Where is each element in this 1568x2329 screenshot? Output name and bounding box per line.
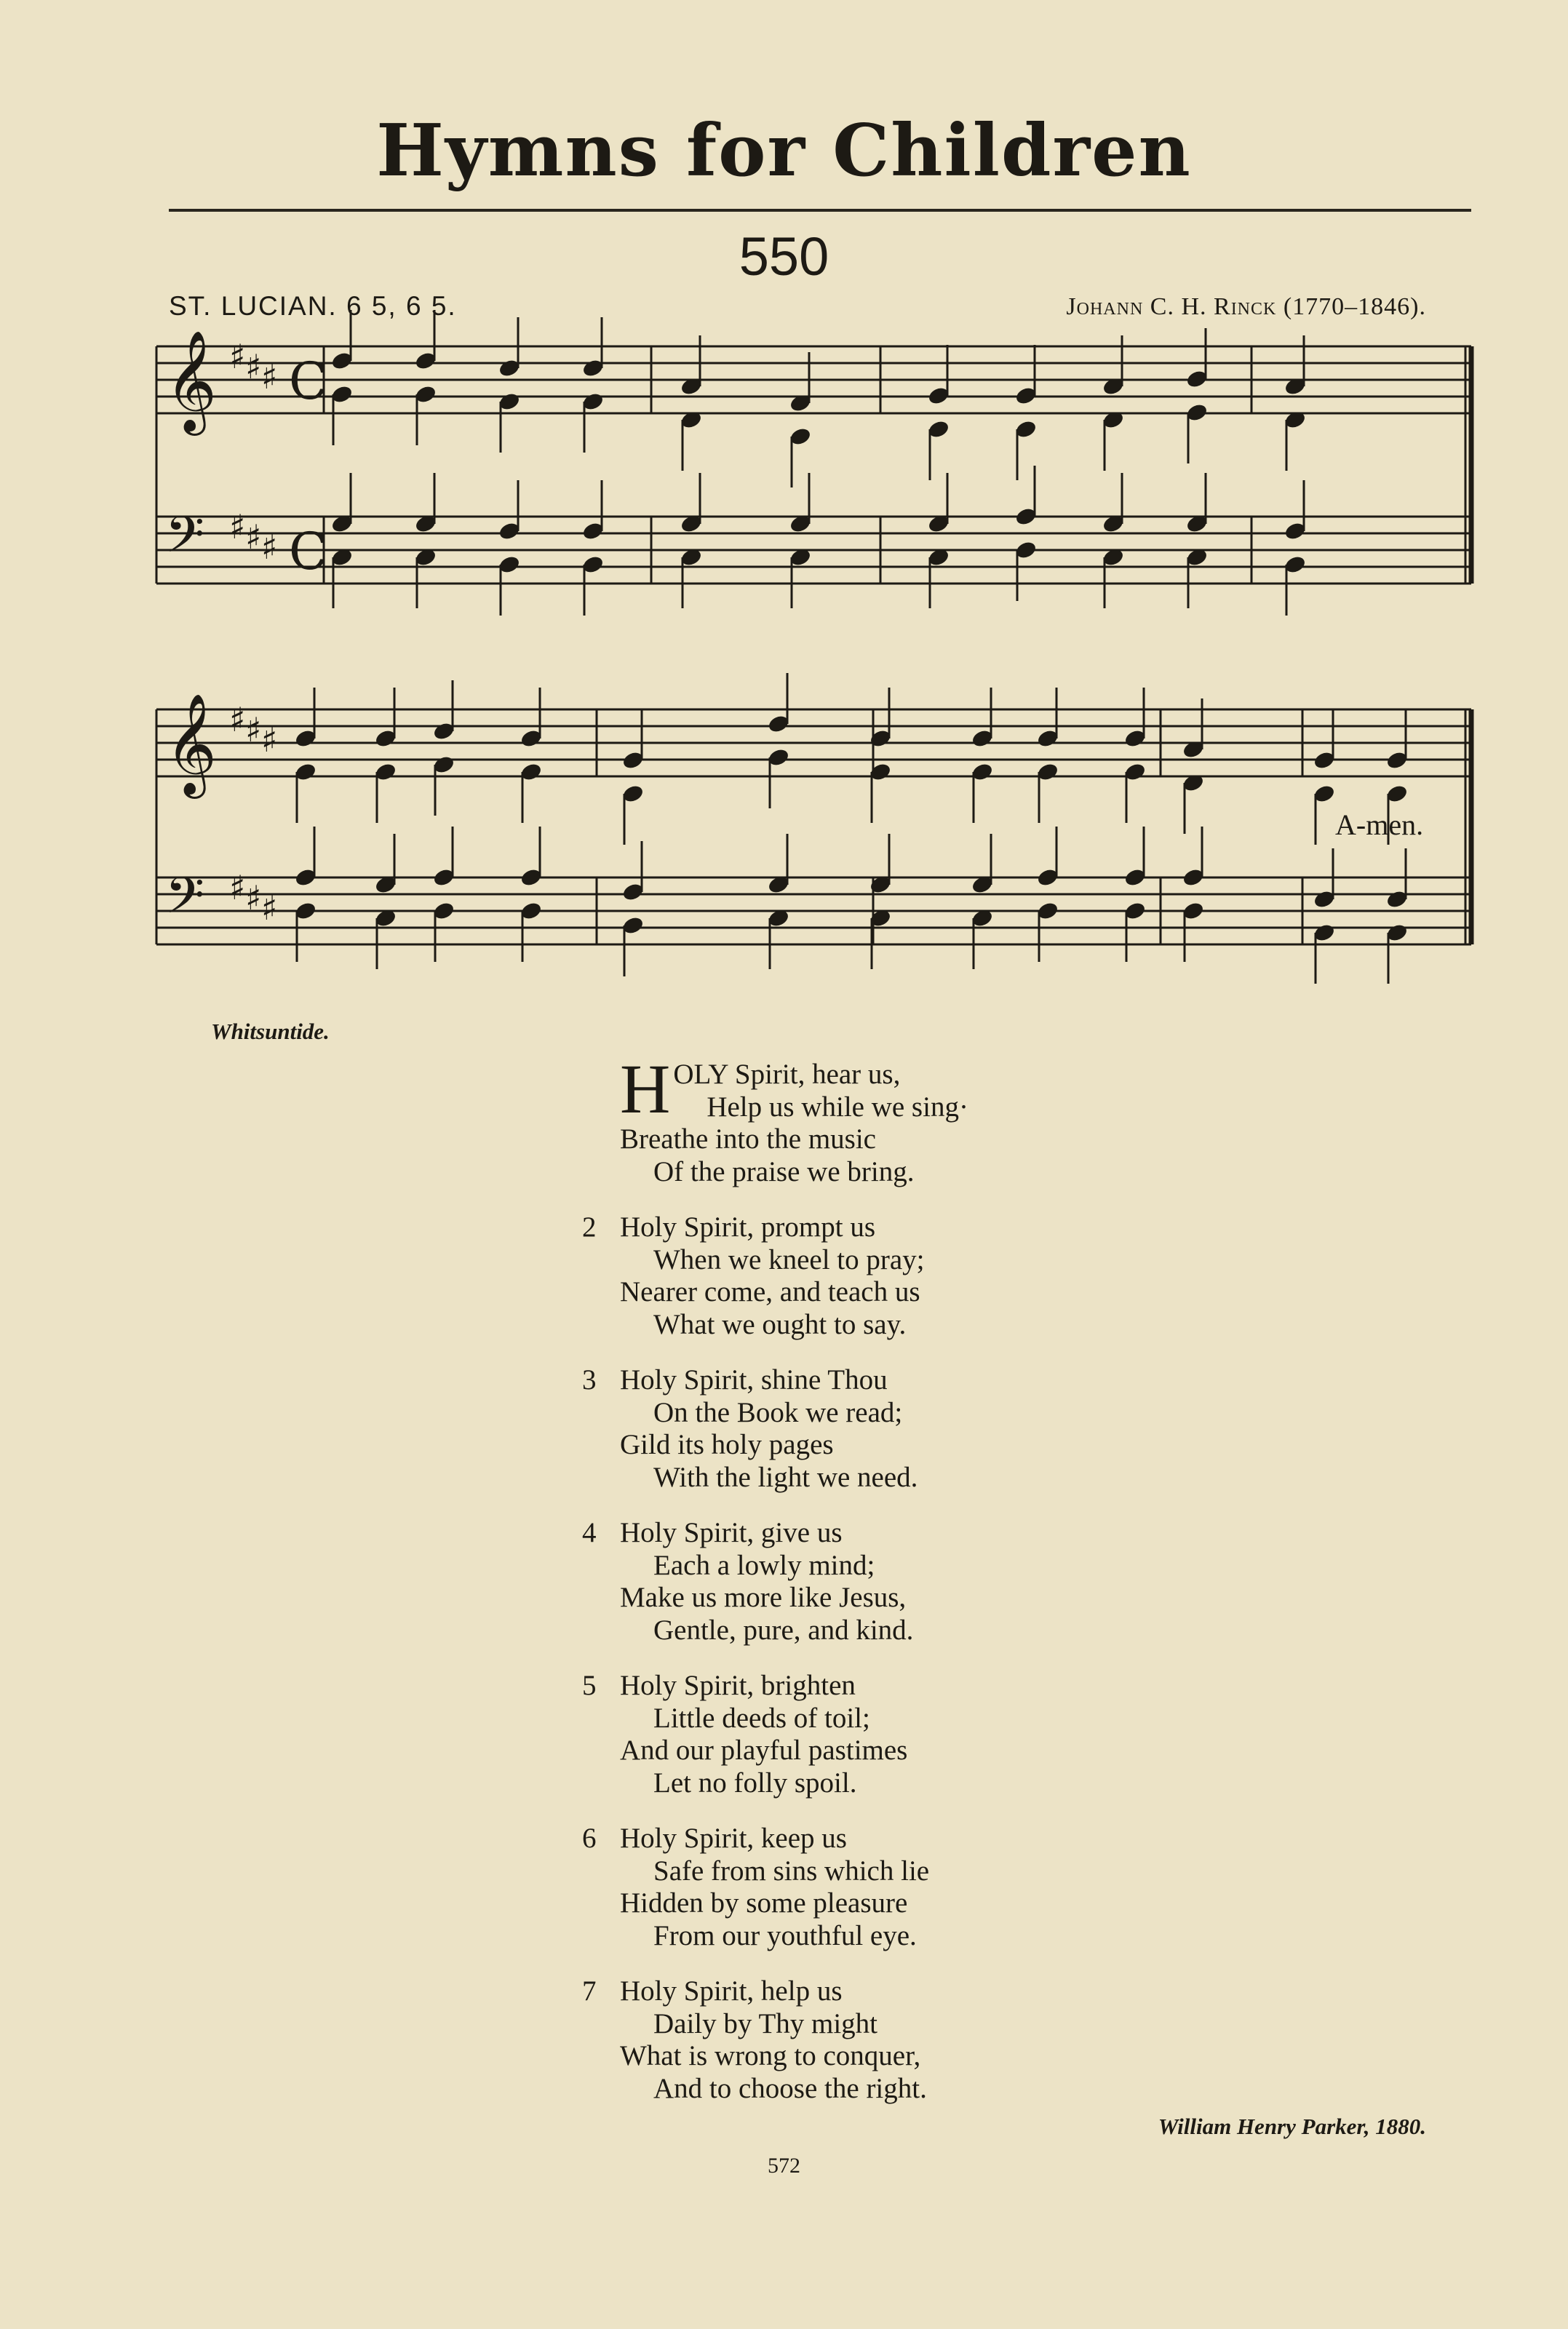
verse-number: 6 xyxy=(582,1823,597,1854)
verse-line: What is wrong to conquer, xyxy=(620,2040,921,2071)
verse-line: Hidden by some pleasure xyxy=(620,1887,908,1919)
key-sharp-icon: ♯ xyxy=(245,517,262,557)
verse-line: Each a lowly mind; xyxy=(653,1549,875,1581)
clef-icon: 𝄢 xyxy=(165,866,205,937)
text-author-credit: William Henry Parker, 1880. xyxy=(1158,2114,1426,2139)
verse-line: Gild its holy pages xyxy=(620,1429,834,1460)
verse-5 xyxy=(568,1670,968,1799)
verse-line: Holy Spirit, brighten xyxy=(620,1670,856,1701)
verse-number: 3 xyxy=(582,1364,597,1396)
verse-line: Breathe into the music xyxy=(620,1123,876,1155)
hymn-number: 550 xyxy=(739,226,829,287)
verse-number: 4 xyxy=(582,1517,597,1548)
verse-line: Nearer come, and teach us xyxy=(620,1276,920,1307)
verse-line: Holy Spirit, shine Thou xyxy=(620,1364,888,1396)
verse-line: What we ought to say. xyxy=(653,1308,907,1340)
music-score xyxy=(0,0,1568,1004)
key-sharp-icon: ♯ xyxy=(245,347,262,386)
page-header-title: Hymns for Children xyxy=(376,109,1192,193)
verse-number: 2 xyxy=(582,1211,597,1243)
verse-4 xyxy=(568,1517,968,1647)
key-sharp-icon: ♯ xyxy=(229,337,246,376)
verse-line: OLY Spirit, hear us, xyxy=(673,1059,901,1090)
composer-credit: Johann C. H. Rinck (1770–1846). xyxy=(1066,293,1426,320)
verse-line: Let no folly spoil. xyxy=(653,1767,857,1799)
verse-2 xyxy=(568,1211,968,1341)
verse-line: When we kneel to pray; xyxy=(653,1243,925,1275)
verse-line: On the Book we read; xyxy=(653,1396,903,1428)
key-sharp-icon: ♯ xyxy=(261,888,278,928)
occasion-label: Whitsuntide. xyxy=(211,1019,330,1044)
verse-number: 7 xyxy=(582,1975,597,2007)
clef-icon: 𝄢 xyxy=(165,505,205,576)
key-sharp-icon: ♯ xyxy=(261,527,278,567)
verse-line: Gentle, pure, and kind. xyxy=(653,1614,914,1646)
amen-label: A-men. xyxy=(1335,808,1424,841)
hymn-verses xyxy=(568,1050,968,2128)
clef-icon: 𝄞 xyxy=(165,330,217,431)
clef-icon: 𝄞 xyxy=(165,693,217,795)
key-sharp-icon: ♯ xyxy=(245,878,262,917)
verse-line: Of the praise we bring. xyxy=(653,1155,915,1187)
verse-line: Holy Spirit, give us xyxy=(620,1517,843,1548)
verse-7 xyxy=(568,1975,968,2105)
verse-3 xyxy=(568,1364,968,1494)
verse-1 xyxy=(568,1050,968,1188)
key-sharp-icon: ♯ xyxy=(245,710,262,749)
key-sharp-icon: ♯ xyxy=(261,720,278,760)
tune-name-meter: ST. LUCIAN. 6 5, 6 5. xyxy=(169,291,457,321)
verse-line: Daily by Thy might xyxy=(653,2007,878,2039)
time-signature-icon: C xyxy=(289,351,328,411)
verse-line: From our youthful eye. xyxy=(653,1919,917,1951)
key-sharp-icon: ♯ xyxy=(229,507,246,546)
key-sharp-icon: ♯ xyxy=(229,868,246,907)
verse-line: Little deeds of toil; xyxy=(653,1702,870,1734)
time-signature-icon: C xyxy=(289,522,328,581)
verse-number: 5 xyxy=(582,1670,597,1701)
verse-6 xyxy=(568,1823,968,1952)
page-number: 572 xyxy=(768,2154,800,2178)
verse-line: And to choose the right. xyxy=(653,2072,927,2104)
key-sharp-icon: ♯ xyxy=(229,700,246,739)
verse-line: And our playful pastimes xyxy=(620,1735,908,1766)
drop-cap: H xyxy=(620,1050,671,1128)
verse-line: Holy Spirit, help us xyxy=(620,1975,843,2007)
verse-line: With the light we need. xyxy=(653,1461,918,1493)
verse-line: Make us more like Jesus, xyxy=(620,1582,907,1613)
verse-line: Holy Spirit, keep us xyxy=(620,1823,847,1854)
verse-line: Safe from sins which lie xyxy=(653,1855,930,1887)
key-sharp-icon: ♯ xyxy=(261,357,278,397)
verse-line: Holy Spirit, prompt us xyxy=(620,1211,876,1243)
verse-line: Help us while we sing· xyxy=(707,1091,968,1123)
